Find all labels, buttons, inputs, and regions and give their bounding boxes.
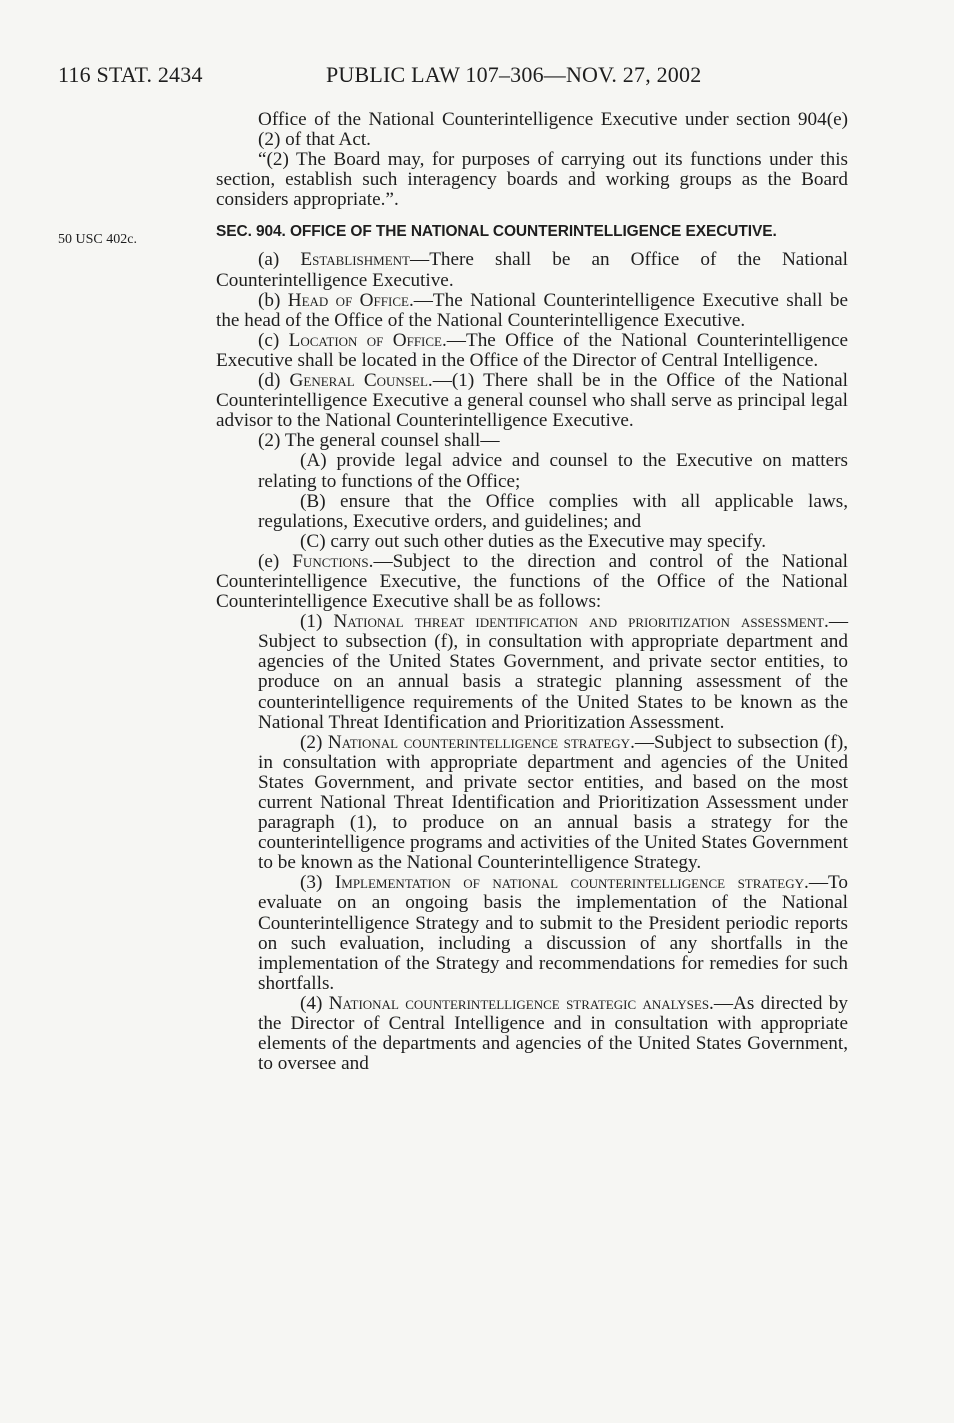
paragraph-e-3-text: .—To evaluate on an ongoing basis the implementation of the National Counterintelligence Strategy and to submit to the President periodic reports on such evaluation, including a discussion of any shortfalls in the implementation of the Strategy and recommendations for remedies for such shortfalls.	[258, 872, 848, 994]
subsection-b-heading: Head of Office	[287, 289, 409, 311]
paragraph-e-3	[216, 873, 848, 994]
paragraph-e-4-heading: National counterintelligence strategic analyses	[328, 992, 710, 1014]
paragraph-e-2	[216, 733, 848, 874]
subsection-d	[216, 371, 848, 431]
paragraph-e-2-number: (2)	[300, 731, 323, 753]
clause-d-C: (C) carry out such other duties as the Executive may specify.	[300, 530, 767, 552]
paragraph-e-3-number: (3)	[300, 872, 323, 894]
clause-d-A: (A) provide legal advice and counsel to the Executive on matters relating to functions of the Office;	[258, 450, 848, 492]
document-body	[216, 110, 848, 1074]
section-heading: SEC. 904. OFFICE OF THE NATIONAL COUNTERINTELLIGENCE EXECUTIVE.	[216, 223, 777, 241]
paragraph-e-1-number: (1)	[300, 611, 323, 633]
paragraph-e-2-heading: National counterintelligence strategy	[327, 731, 631, 753]
clause-d-B: (B) ensure that the Office complies with all applicable laws, regulations, Executive orders, and guidelines; and	[258, 490, 848, 532]
paragraph-e-3-heading: Implementation of national counterintelligence strategy	[334, 872, 805, 894]
paragraph-e-2-text: .—Subject to subsection (f), in consultation with appropriate department and agencies of the United States Government, and private sector entities, and based on the most current National Threat Identification and Prioritization Assessment under paragraph (1), to produce on an annual basis a strategy for the counterintelligence programs and activities of the United States Government to be known as the National Counterintelligence Strategy.	[258, 731, 849, 874]
subsection-e-text: .—Subject to the direction and control of the National Counterintelligence Executive, the functions of the Office of the National Counterintelligence Executive shall be as follows:	[216, 550, 848, 613]
subsection-b-text: .—The National Counterintelligence Executive shall be the head of the Office of the National Counterintelligence Executive.	[216, 289, 849, 331]
subsection-a	[216, 250, 848, 290]
subsection-d-text: .—(1) There shall be in the Office of the National Counterintelligence Executive a general counsel who shall serve as principal legal advisor to the National Counterintelligence Executive.	[216, 370, 849, 432]
subsection-a-number: (a)	[258, 249, 280, 271]
paragraph-e-4-text: .—As directed by the Director of Central Intelligence and in consultation with appropriate elements of the departments and agencies of the United States Government, to oversee and	[258, 992, 848, 1075]
subsection-a-heading: Establishment	[300, 249, 411, 271]
paragraph-e-1-text: .—Subject to subsection (f), in consultation with appropriate department and agencies of the United States Government, and private sector entities, to produce on an annual basis a strategic planning assessment of the counterintelligence requirements of the United States to be known as the National Threat Identification and Prioritization Assessment.	[258, 611, 849, 733]
subsection-c-text: .—The Office of the National Counterintelligence Executive shall be located in the Office of the Director of Central Intelligence.	[216, 329, 849, 371]
paragraph-e-4-number: (4)	[300, 992, 323, 1014]
paragraph-board-2: “(2) The Board may, for purposes of carrying out its functions under this section, establish such interagency boards and working groups as the Board considers appropriate.”.	[216, 149, 848, 211]
public-law-title: PUBLIC LAW 107–306—NOV. 27, 2002	[326, 62, 702, 87]
subsection-e	[216, 552, 848, 612]
subsection-b-number: (b)	[258, 289, 281, 311]
subsection-d-heading: General Counsel	[289, 370, 428, 392]
subsection-e-number: (e)	[258, 550, 280, 572]
paragraph-e-4	[216, 994, 848, 1074]
margin-citation: 50 USC 402c.	[58, 232, 137, 247]
paragraph-e-1-heading: National threat identification and prioritization assessment	[333, 611, 825, 633]
subsection-e-heading: Functions	[292, 550, 369, 572]
subsection-c-heading: Location of Office	[288, 329, 442, 351]
subsection-c	[216, 331, 848, 371]
subsection-d-number: (d)	[258, 370, 281, 392]
subsection-a-text: —There shall be an Office of the National Counterintelligence Executive.	[216, 249, 849, 291]
paragraph-d-2: (2) The general counsel shall—	[258, 430, 500, 452]
statute-page-number: 116 STAT. 2434	[58, 62, 203, 87]
continuation-paragraph: Office of the National Counterintelligence Executive under section 904(e)(2) of that Act.	[258, 109, 848, 151]
paragraph-e-1	[216, 612, 848, 733]
subsection-c-number: (c)	[258, 329, 280, 351]
subsection-b	[216, 291, 848, 331]
